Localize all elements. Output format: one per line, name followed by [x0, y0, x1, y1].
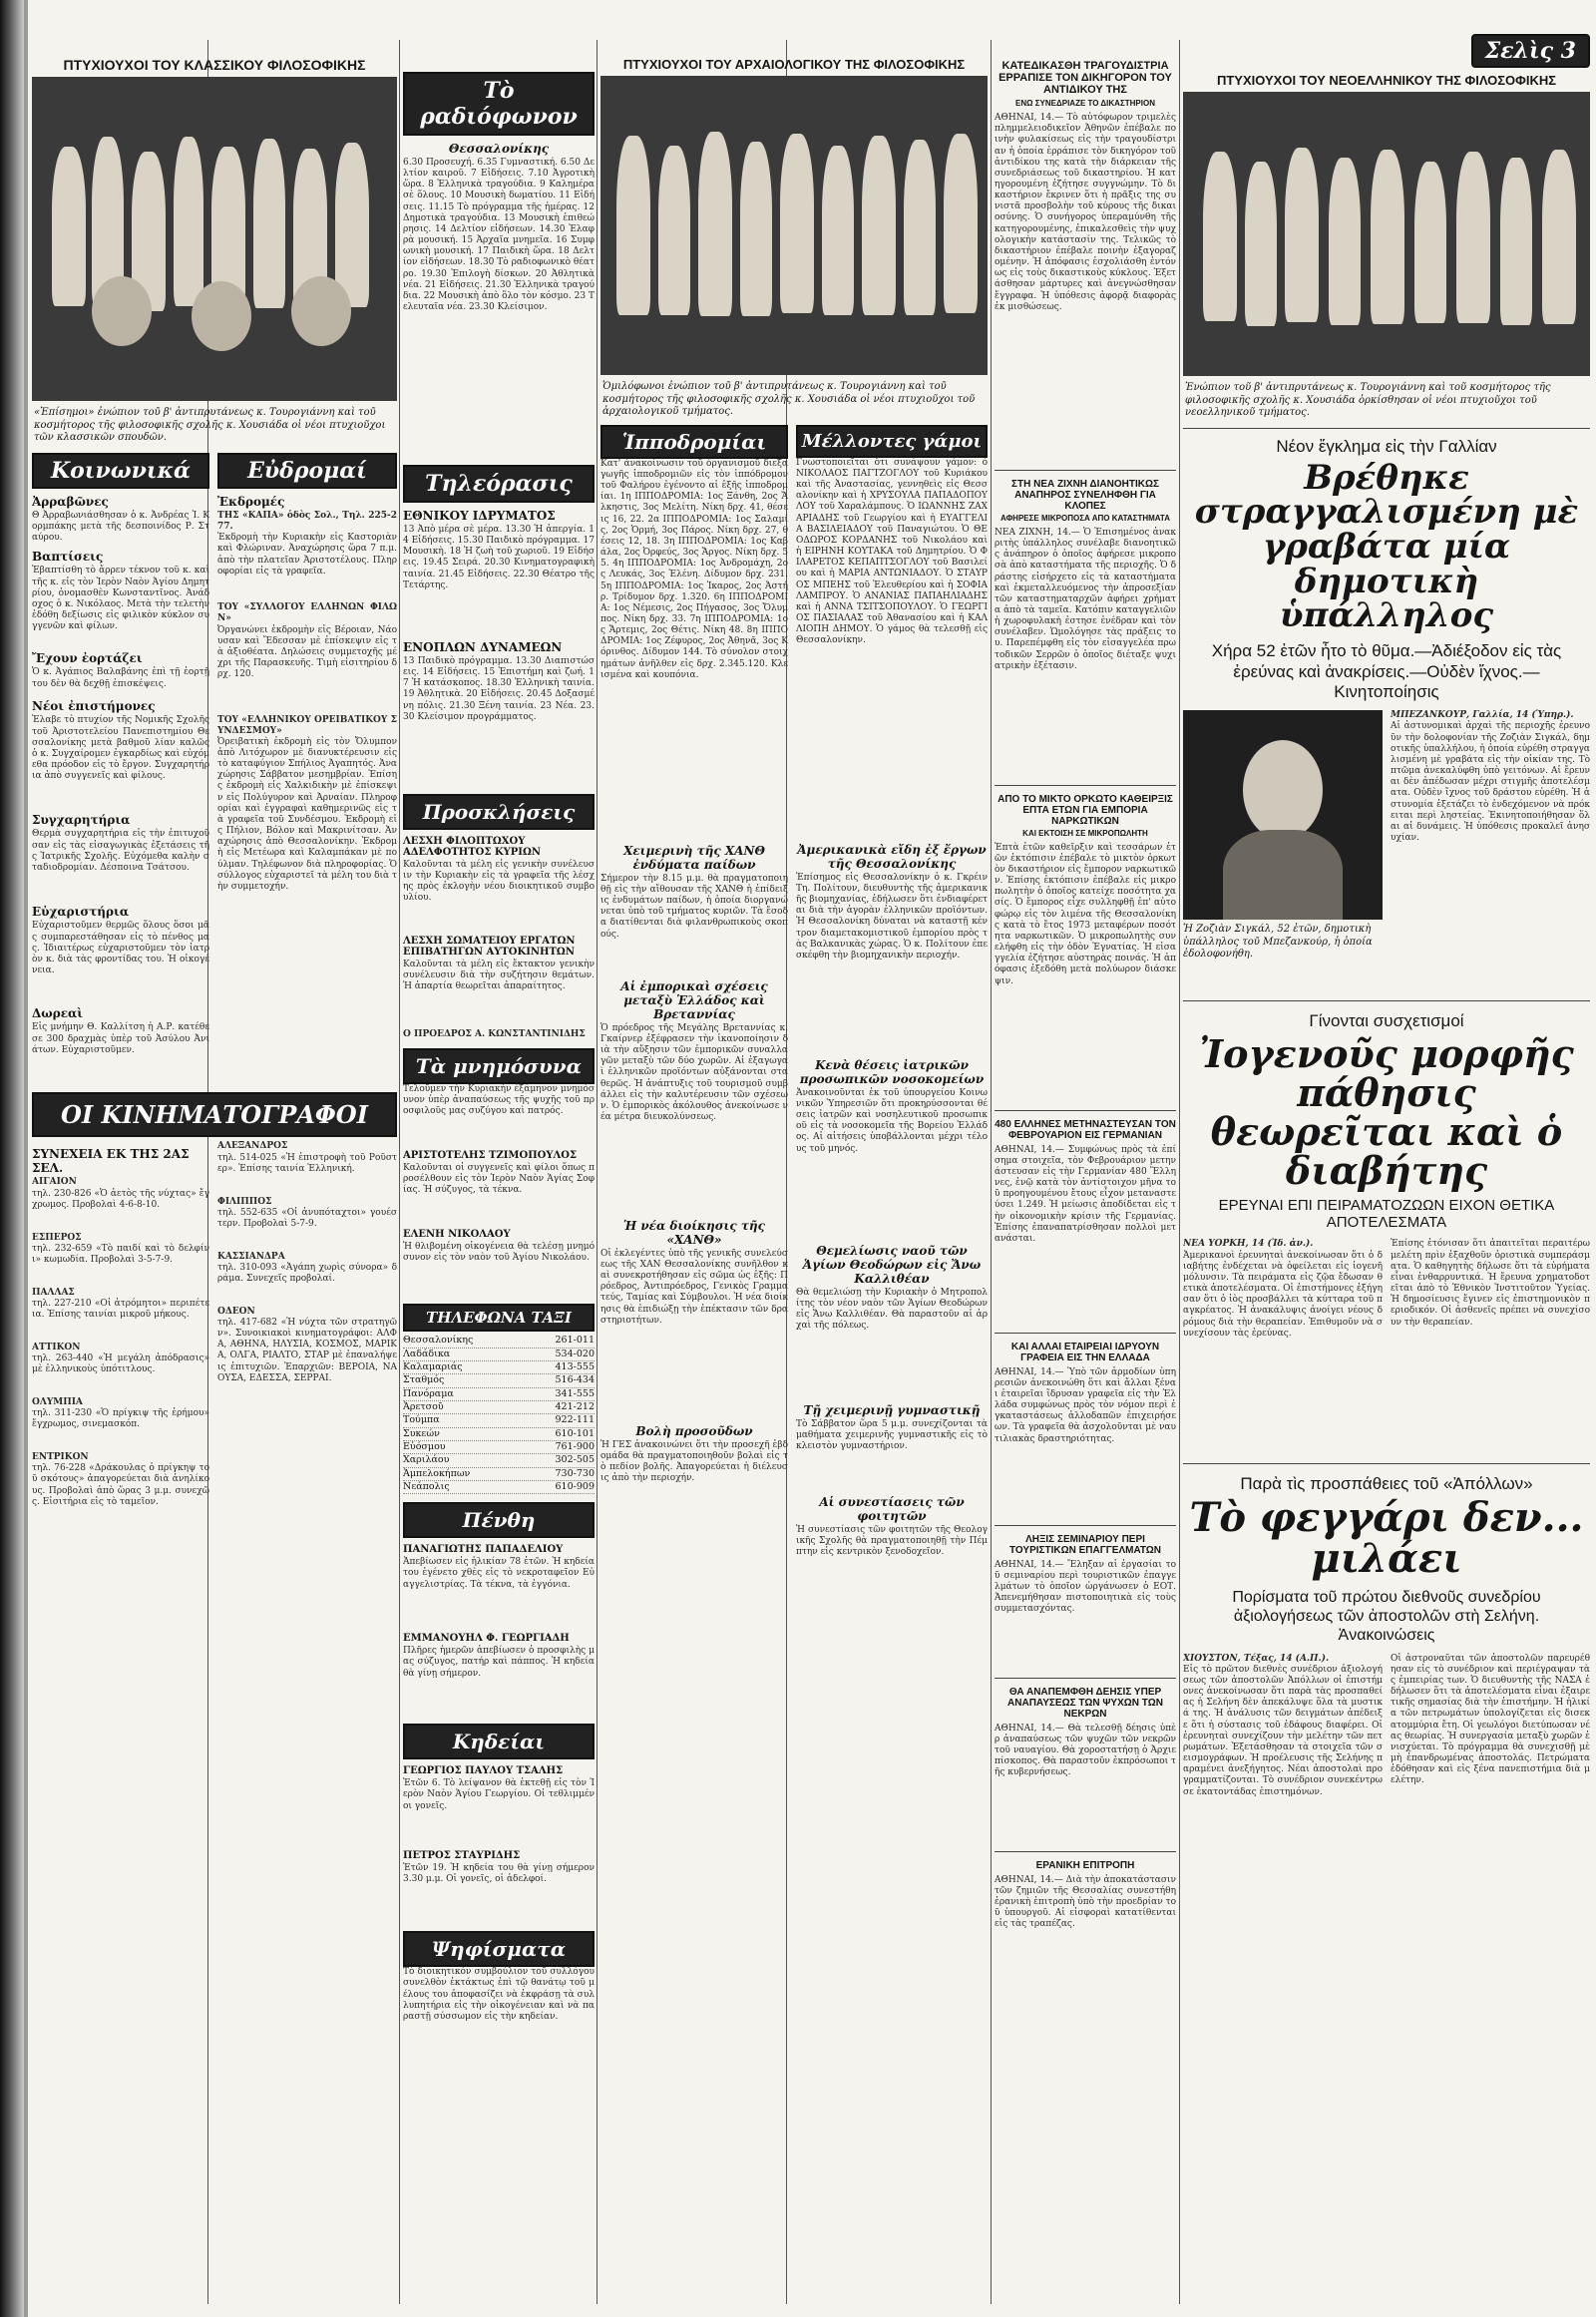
social-item: Νέοι ἐπιστήμονες	[32, 699, 156, 714]
story-body-text: ΑΘΗΝΑΙ, 14.— Διὰ τὴν ἀποκατάστασιν τῶν ζημιῶν τῆς Θεσσαλίας συνεστήθη ἐρανικὴ ἐπιτροπὴ ὑπὸ τὴν προεδρίαν τοῦ ὑπουργοῦ. Αἱ εἰσφοραὶ κατατίθενται εἰς τὰς τραπέζας.	[995, 1874, 1176, 1930]
funeral-item: ΠΕΤΡΟΣ ΣΤΑΥΡΙΔΗΣ	[403, 1850, 521, 1862]
taxi-phone: 610-909	[555, 1480, 595, 1492]
news-heading: Αἱ συνεστίασεις τῶν φοιτητῶν	[819, 1494, 965, 1523]
taxi-area: Εὐόσμου	[403, 1440, 446, 1452]
section-social-banner: Κοινωνικά	[32, 453, 209, 489]
graduates-classics-title: ΠΤΥΧΙΟΥΧΟΙ ΤΟΥ ΚΛΑΣΣΙΚΟΥ ΦΙΛΟΣΟΦΙΚΗΣ	[63, 57, 366, 73]
story-subkicker: ΑΦΗΡΕΣΕ ΜΙΚΡΟΠΟΣΑ ΑΠΟ ΚΑΤΑΣΤΗΜΑΤΑ	[1000, 514, 1170, 524]
cinema-body-text: τηλ. 311-230 «Ὁ πρίγκιψ τῆς ἐρήμου» ἔγχρωμος, σινεμασκόπ.	[32, 1408, 209, 1430]
story3-kicker: Παρὰ τὶς προσπάθειες τοῦ «Ἀπόλλων»	[1240, 1474, 1533, 1494]
cinema-item: ΦΙΛΙΠΠΟΣ	[217, 1196, 272, 1207]
invite-body-text: Καλοῦνται τὰ μέλη εἰς γενικὴν συνέλευσιν τὴν Κυριακὴν εἰς τὰ γραφεῖα τῆς λέσχης πρὸς ἐκλογὴν νέου διοικητικοῦ συμβουλίου.	[403, 860, 595, 904]
story3-body-text: Εἰς τὸ πρῶτον διεθνὲς συνέδριον ἀξιολογήσεως τῶν ἀποστολῶν Ἀπόλλων οἱ ἐπιστήμονες ἀνεκοίνωσαν ὅτι παρὰ τὰς προσπαθείας ἡ Σελήνη δὲν ἀπεκάλυψε ὅλα τὰ μυστικά της. Ἡ ἀνάλυσις τῶν δειγμάτων ἀπέδειξε ὅτι ἡ σύστασις τοῦ ἐδάφους διαφέρει. Οἱ ἐρευνηταὶ συνεχίζουν τὴν μελέτην τῶν πετρωμάτων. Ἐξετάσθησαν τὰ στοιχεῖα τῶν σεισμογράφων. Ἡ προέλευσις τῆς Σελήνης παραμένει ἀνεξήγητος. Νέαι ἀποστολαὶ προγραμματίζονται. Τὸ συνέδριον συνεκέντρωσε ἑκατοντάδας ἐπιστημόνων.	[1183, 1664, 1383, 1797]
taxi-area: Συκεών	[403, 1427, 440, 1439]
taxi-row	[403, 1414, 595, 1427]
memorial-item: ΕΛΕΝΗ ΝΙΚΟΛΑΟΥ	[403, 1229, 511, 1241]
taxi-phone: 302-505	[555, 1454, 595, 1466]
social-item: Θ Ἀρραβωνιάσθησαν ὁ κ. Ἀνδρέας Ἰ. Κορμπάκης μετὰ τῆς δεσποινίδος Ρ. Σταύρου.	[32, 510, 209, 544]
taxi-row	[403, 1401, 595, 1414]
story-body-text: ΑΘΗΝΑΙ, 14.— Θὰ τελεσθῇ δέησις ὑπὲρ ἀναπαύσεως τῶν ψυχῶν τῶν νεκρῶν τοῦ ναυαγίου. Θὰ χοροστατήσῃ ὁ Ἀρχιεπίσκοπος. Θὰ παραστοῦν ἐκπρόσωποι τῆς κυβερνήσεως.	[995, 1723, 1176, 1778]
story1-deck: Χήρα 52 ἐτῶν ἦτο τὸ θῦμα.—Ἀδιέξοδον εἰς τὰς ἐρεύνας καὶ ἀνακρίσεις.—Οὐδὲν ἴχνος.—Κινητοποίησις	[1211, 641, 1562, 701]
votes-body-text: Τὸ διοικητικὸν συμβούλιον τοῦ συλλόγου συνελθὸν ἐκτάκτως ἐπὶ τῷ θανάτῳ τοῦ μέλους του ἀποφασίζει νὰ ἐκφράσῃ τὰ συλλυπητήρια εἰς τὴν οἰκογένειαν καὶ νὰ παραστῇ σύσσωμον εἰς τὴν κηδείαν.	[403, 1967, 595, 2022]
travel-item: ΤΗΣ «ΚΑΠΑ» ὁδὸς Σολ., Τηλ. 225-277.	[217, 510, 397, 533]
story-kicker: ΕΡΑΝΙΚΗ ΕΠΙΤΡΟΠΗ	[1035, 1859, 1135, 1871]
news-body-text: Ἡ ΓΕΣ ἀνακοινώνει ὅτι τὴν προσεχῆ ἑβδομάδα θὰ πραγματοποιηθοῦν βολαὶ εἰς τὸ πεδίον βολῆς. Ἀπαγορεύεται ἡ διέλευσις ἀπὸ τὴν περιοχήν.	[600, 1439, 788, 1484]
graduates-modern-greek-photo	[1183, 92, 1590, 376]
graduates-archaeology-photo	[600, 76, 988, 375]
social-item: Συγχαρητήρια	[32, 813, 131, 828]
taxi-phone: 421-212	[555, 1400, 595, 1412]
taxi-area: Σταθμός	[403, 1374, 445, 1386]
mourning-item: ΕΜΜΑΝΟΥΗΛ Φ. ΓΕΩΡΓΙΑΔΗ	[403, 1633, 570, 1645]
cinema-body-text: τηλ. 310-093 «Ἀγάπη χωρὶς σύνορα» δράμα. Συνεχεῖς προβολαί.	[217, 1262, 397, 1284]
social-body-text: Ὁ κ. Ἀγάπιος Βαλαβάνης ἐπὶ τῇ ἐορτῇ του δὲν θὰ δεχθῇ ἐπισκέψεις.	[32, 667, 209, 689]
taxi-area: Λαδάδικα	[403, 1348, 451, 1359]
cinema-body-text: τηλ. 227-210 «Οἱ ἀτρόμητοι» περιπέτεια. Ἐπίσης ταινίαι μικροῦ μήκους.	[32, 1298, 209, 1320]
radio-program-text: 6.30 Προσευχή. 6.35 Γυμναστική. 6.50 Δελτίον καιροῦ. 7 Εἰδήσεις. 7.10 Ἀγροτικὴ ὥρα. 8 Ἑλληνικὰ τραγούδια. 9 Καλημέρα σὲ ὅλους. 10 Μουσικὴ δωματίου. 11 Εἰδήσεις. 11.15 Τὸ πρόγραμμα τῆς ἡμέρας. 12 Δημοτικὰ τραγούδια. 13 Μουσικὴ ἐπιθεώρησις. 14 Δελτίον εἰδήσεων. 14.30 Ἐλαφρὰ μουσική. 15 Ἀρχαῖα μνημεῖα. 16 Συμφωνικὴ μουσική. 17 Παιδικὴ ὥρα. 18 Δελτίον εἰδήσεων. 18.30 Τὸ ραδιοφωνικὸ θέατρο. 19.30 Ἐπιλογὴ δίσκων. 20 Ἀθλητικὰ νέα. 21 Εἰδήσεις. 21.30 Ἐλληνικὰ τραγούδια. 22 Μουσικὴ ἀπὸ ὅλο τὸν κόσμο. 23 Τελευταῖα νέα. 23.30 Κλείσιμον.	[403, 158, 595, 313]
news-heading: Τῇ χειμερινῇ γυμναστικῇ	[803, 1402, 981, 1417]
story-body-text: ΝΕΑ ΖΙΧΝΗ, 14.— Ὁ Ἐπισημένος ἀνακριτὴς ὑπάλληλος συνέλαβε διανοητικῶς ἀνάπηρον ὁ ὁποῖος ἀφήρεσε μικροποσὰ ἀπὸ καταστήματα τῆς περιοχῆς. Ὁ δράστης εἰσήρχετο εἰς τὰ καταστήματα καὶ ἐκμεταλλευόμενος τὴν ἀπροσεξίαν τῶν καταστηματαρχῶν ἀφήρει χρήματα ἀπὸ τὰ ταμεῖα. Κατόπιν καταγγελιῶν ἡ χωροφυλακὴ ἐστησε ἐνέδραν καὶ τὸν συνέλαβεν. Ὡμολόγησε τὰς πράξεις του. Παρεπέμφθη εἰς τὸν εἰσαγγελέα πρωτοδικῶν Σερρῶν ὁ ὁποῖος διέταξε ψυχιατρικὴν ἐξέτασιν.	[995, 527, 1176, 671]
news-heading: Ἡ νέα διοίκησις τῆς «ΧΑΝΘ»	[623, 1218, 765, 1247]
future-weddings-text: Γνωστοποιεῖται ὅτι συνάψουν γάμον: ὁ ΝΙΚΟΛΑΟΣ ΠΑΓΤΖΟΓΛΟΥ τοῦ Κυριάκου καὶ τῆς Ἀναστασίας, γεννηθεὶς εἰς Θεσσαλονίκην καὶ ἡ ΧΡΥΣΟΥΛΑ ΠΑΠΑΔΟΠΟΥΛΟΥ τοῦ Χαραλάμπους. Ὁ ΙΩΑΝΝΗΣ ΖΑΧΑΡΙΑΔΗΣ τοῦ Γεωργίου καὶ ἡ ΕΥΑΓΓΕΛΙΑ ΒΑΣΙΛΕΙΑΔΟΥ τοῦ Παναγιώτου. Ὁ ΘΕΟΔΩΡΟΣ ΚΟΡΔΑΝΗΣ τοῦ Νικολάου καὶ ἡ ΕΙΡΗΝΗ ΚΟΥΤΑΚΑ τοῦ Δημητρίου. Ὁ ΦΙΛΑΡΕΤΟΣ ΚΕΠΑΠΤΣΟΓΛΟΥ τοῦ Βασιλείου καὶ ἡ ΜΑΡΙΑ ΑΝΤΩΝΙΑΔΟΥ. Ὁ ΣΤΑΥΡΟΣ ΜΠΕΗΣ τοῦ Ἐλευθερίου καὶ ἡ ΣΟΦΙΑ ΛΑΜΠΡΟΥ. Ὁ ΑΝΑΝΙΑΣ ΠΑΠΑΗΛΙΑΔΗΣ καὶ ἡ ΑΝΝΑ ΤΣΙΤΣΟΠΟΥΛΟΥ. Ὁ ΓΕΩΡΓΙΟΣ ΠΑΣΙΑΛΑΣ τοῦ Ἀθανασίου καὶ ἡ ΚΑΛΛΙΟΠΗ ΔΗΜΟΥ. Ὁ γάμος θὰ τελεσθῇ εἰς Θεσσαλονίκην.	[796, 457, 988, 646]
social-body-text: Ἐλαβε τὸ πτυχίον τῆς Νομικῆς Σχολῆς τοῦ Ἀριστοτελείου Πανεπιστημίου Θεσσαλονίκης μετὰ βαθμοῦ λίαν καλῶς ὁ κ. Συγχαίρομεν ἐγκαρδίως καὶ εὐχόμεθα πρόοδον εἰς τὸ ἔργον. Συγχαρητήρια ἀπὸ συγγενεῖς καὶ φίλους.	[32, 715, 209, 782]
taxi-area: Θεσσαλονίκης	[403, 1335, 474, 1347]
graduates-archaeology-caption: Ὁμιλόφωνοι ἐνώπιον τοῦ β' ἀντιπρυτάνεως κ. Τουρογιάννη καὶ τοῦ κοσμήτορος τῆς φιλοσοφικῆς σχολῆς κ. Χουσιάδα οἱ νέοι πτυχιοῦχοι τοῦ ἀρχαιολογικοῦ τμήματος.	[602, 381, 976, 418]
taxi-phone: 610-101	[555, 1427, 595, 1439]
story-subkicker: ΚΑΙ ΕΚΤΟΙΣΗ ΣΕ ΜΙΚΡΟΠΩΛΗΤΗ	[1022, 828, 1148, 838]
taxi-area: Καλαμαριάς	[403, 1360, 463, 1372]
news-body-text: Ἀνακοινοῦνται ἐκ τοῦ ὑπουργείου Κοινωνικῶν Ὑπηρεσιῶν ὅτι προκηρύσσονται θέσεις ἰατρῶν καὶ νοσηλευτικοῦ προσωπικοῦ εἰς τὰ νοσοκομεῖα τῆς Βορείου Ἑλλάδος. Αἱ αἰτήσεις ὑποβάλλονται μέχρι τέλους τοῦ μηνός.	[796, 1087, 988, 1154]
section-horse-racing-banner: Ἱπποδρομίαι	[600, 425, 788, 459]
taxi-phone: 261-011	[555, 1335, 595, 1347]
cinema-item: ΠΑΛΛΑΣ	[32, 1287, 75, 1298]
story3-dateline: ΧΙΟΥΣΤΟΝ, Τέξας, 14 (Α.Π.).	[1183, 1653, 1330, 1664]
story3-headline: Τὸ φεγγάρι δεν... μιλάει	[1189, 1494, 1584, 1583]
story-body-text: ΑΘΗΝΑΙ, 14.— Συμφώνως πρὸς τὰ ἐπίσημα στοιχεῖα, τὸν Φεβρουάριον μετηνάστευσαν εἰς τὴν Γερμανίαν 480 Ἕλληνες, ἐνῷ κατὰ τὸν ἀντίστοιχον μῆνα τοῦ προηγουμένου ἔτους εἶχον μεταναστεύσει 1.249. Ἡ μείωσις ἀποδίδεται εἰς τὴν οἰκονομικὴν κρίσιν τῆς Γερμανίας. Ἐπίσης ἐπαναπατρίσθησαν πολλοὶ μετανάσται.	[995, 1144, 1176, 1244]
news-body-text: Τὸ Σάββατον ὥρα 5 μ.μ. συνεχίζονται τὰ μαθήματα χειμερινῆς γυμναστικῆς εἰς τὸ κλειστὸν γυμναστήριον.	[796, 1418, 988, 1452]
story2-deck: ΕΡΕΥΝΑΙ ΕΠΙ ΠΕΙΡΑΜΑΤΟΖΩΩΝ ΕΙΧΟΝ ΘΕΤΙΚΑ ΑΠΟΤΕΛΕΣΜΑΤΑ	[1218, 1197, 1555, 1231]
mourning-body-text: Πλῆρες ἡμερῶν ἀπεβίωσεν ὁ προσφιλὴς μας σύζυγος, πατήρ καὶ πάππος. Ἡ κηδεία θὰ γίνῃ σήμερον.	[403, 1646, 595, 1679]
taxi-area: Χαριλάου	[403, 1454, 450, 1466]
travel-body-text: Ἐκδρομὴ τὴν Κυριακὴν εἰς Καστοριὰν καὶ Φλώριναν. Ἀναχώρησις ὥρα 7 π.μ. ἀπὸ τὴν πλατεῖαν Ἀριστοτέλους. Πληροφορίαι εἰς τὰ γραφεῖα.	[217, 533, 397, 577]
taxi-phone: 516-434	[555, 1374, 595, 1386]
cinema-item: ΑΤΤΙΚΟΝ	[32, 1342, 81, 1352]
tv-program-text: 13 Παιδικὸ πρόγραμμα. 13.30 Διαπιστώσεις. 14 Εἰδήσεις. 15 Ἐπιστήμη καὶ ζωή. 17 Ἡ κατάσκοπος. 18.30 Ἑλληνικὴ ταινία. 19 Ἀθλητικὰ. 20 Εἰδήσεις. 20.45 Δοξασμένη πόλις. 21.30 Ξένη ταινία. 23 Νέα. 23.30 Κλείσιμον προγράμματος.	[403, 656, 595, 722]
funeral-body-text: Ἐτῶν 6. Τὸ λείψανον θὰ ἐκτεθῇ εἰς τὸν Ἱερὸν Ναὸν Ἁγίου Γεωργίου. Οἱ τεθλιμμένοι γονεῖς.	[403, 1778, 595, 1811]
cinema-item: ΑΙΓΑΙΟΝ	[32, 1177, 77, 1188]
column-rule	[597, 40, 598, 2304]
tv-item: ΕΘΝΙΚΟΥ ΙΔΡΥΜΑΤΟΣ	[403, 509, 556, 523]
section-travel-banner: Εὐδρομαί	[217, 453, 397, 489]
story3-deck: Πορίσματα τοῦ πρώτου διεθνοῦς συνεδρίου ἀξιολογήσεως τῶν ἀποστολῶν στὴ Σελήνη. Ἀνακοινώσεις	[1232, 1589, 1541, 1645]
taxi-row	[403, 1374, 595, 1387]
social-item: Ἔχουν ἐορτάζει	[32, 651, 143, 666]
cinema-item: ΕΝΤΡΙΚΟΝ	[32, 1452, 89, 1463]
graduates-classics-caption: «Ἐπίσημοι» ἐνώπιον τοῦ β' ἀντιπρυτάνεως κ. Τουρογιάννη καὶ τοῦ κοσμήτορος τῆς φιλοσοφικῆς σχολῆς κ. Χουσιάδα οἱ νέοι πτυχιοῦχοι τῶν κλασσικῶν σπουδῶν.	[34, 407, 386, 444]
news-body-text: Θὰ θεμελιώσῃ τὴν Κυριακὴν ὁ Μητροπολίτης τὸν νέον ναὸν τῶν Ἁγίων Θεοδώρων εἰς Ἄνω Καλλιθέαν. Θὰ παραστοῦν αἱ ἀρχαὶ τῆς πόλεως.	[796, 1287, 988, 1332]
cinema-body-text: τηλ. 514-025 «Ἡ ἐπιστροφὴ τοῦ Ροῦστερ». Ἐπίσης ταινία Ἐλληνική.	[217, 1152, 397, 1174]
graduates-archaeology-title: ΠΤΥΧΙΟΥΧΟΙ ΤΟΥ ΑΡΧΑΙΟΛΟΓΙΚΟΥ ΤΗΣ ΦΙΛΟΣΟΦΙΚΗΣ	[622, 57, 966, 72]
memorial-body-text: Τελοῦμεν τὴν Κυριακὴν ἐξάμηνον μνημόσυνον ὑπὲρ ἀναπαύσεως τῆς ψυχῆς τοῦ προσφιλοῦς μας συζύγου καὶ πατρός.	[403, 1084, 595, 1117]
taxi-row	[403, 1454, 595, 1467]
cinema-item: ΕΣΠΕΡΟΣ	[32, 1232, 82, 1243]
travel-body-text: Ὀργανώνει ἐκδρομὴν εἰς Βέροιαν, Νάουσαν καὶ Ἔδεσσαν μὲ ἐπίσκεψιν εἰς τὰ ἀξιοθέατα. Δηλώσεις συμμετοχῆς μέχρι τῆς Παρασκευῆς. Τιμὴ εἰσιτηρίου δρχ. 120.	[217, 624, 397, 680]
travel-item: ΤΟΥ «ΕΛΛΗΝΙΚΟΥ ΟΡΕΙΒΑΤΙΚΟΥ ΣΥΝΔΕΣΜΟΥ»	[217, 714, 397, 736]
story-kicker: ΑΠΟ ΤΟ ΜΙΚΤΟ ΟΡΚΩΤΟ ΚΑΘΕΙΡΞΙΣ ΕΠΤΑ ΕΤΩΝ ΓΙΑ ΕΜΠΟΡΙΑ ΝΑΡΚΩΤΙΚΩΝ	[998, 793, 1173, 827]
social-body-text: Θερμὰ συγχαρητήρια εἰς τὴν ἐπιτυχοῦσαν εἰς τὰς εἰσαγωγικὰς ἐξετάσεις τῆς Ἰατρικῆς Σχολῆς. Εὐχόμεθα καλὴν σταδιοδρομίαν. Δέσποινα Τσάτσου.	[32, 829, 209, 873]
invite-item: ΛΕΣΧΗ ΣΩΜΑΤΕΙΟΥ ΕΡΓΑΤΩΝ ΕΠΙΒΑΤΗΓΩΝ ΑΥΤΟΚΙΝΗΤΩΝ	[403, 936, 576, 958]
taxi-row	[403, 1468, 595, 1481]
section-invites-banner: Προσκλήσεις	[403, 794, 595, 830]
cinema-item: ΟΔΕΟΝ	[217, 1306, 255, 1317]
news-body-text: Οἱ ἐκλεγέντες ὑπὸ τῆς γενικῆς συνελεύσεως τῆς ΧΑΝ Θεσσαλονίκης συνῆλθον καὶ συνεκροτήθησαν εἰς σῶμα ὡς ἑξῆς: Πρόεδρος, Ἀντιπρόεδρος, Γενικὸς Γραμματεύς, Ταμίας καὶ Σύμβουλοι. Ἡ νέα διοίκησις θὰ ἐπιδιώξῃ τὴν ἐπέκτασιν τῶν δραστηριοτήτων.	[600, 1248, 788, 1326]
social-body-text: Ἐβαπτίσθη τὸ ἄρρεν τέκνον τοῦ κ. καὶ τῆς κ. εἰς τὸν Ἱερὸν Ναὸν Ἁγίου Δημητρίου, ὀνομασθὲν Κωνσταντῖνος. Ἀνάδοχος ὁ κ. Νικόλαος. Μετὰ τὴν τελετὴν ἐδόθη δεξίωσις εἰς φιλικὸν κύκλον συγγενῶν καὶ φίλων.	[32, 566, 209, 632]
taxi-row	[403, 1349, 595, 1361]
news-heading: Χειμερινὴ τῆς ΧΑΝΘ ἐνδύματα παίδων	[623, 843, 765, 872]
story-body-text: ΑΘΗΝΑΙ, 14.— Τὸ αὐτόφωρον τριμελὲς πλημμελειοδικεῖον Ἀθηνῶν ἐπέβαλε ποινὴν φυλακίσεως εἰς τὴν τραγουδίστριαν ἡ ὁποία ἐρράπισε τὸν δικηγόρον τοῦ ἀντιδίκου της κατὰ τὴν διάρκειαν τῆς συνεδριάσεως τοῦ δικαστηρίου. Ἡ κατηγορουμένη ἐζήτησε συγγνώμην. Τὸ δικαστήριον ἔκρινεν ὅτι ἡ πρᾶξις της συνιστᾶ προσβολὴν τοῦ κύρους τῆς δικαιοσύνης. Ὁ συνήγορος ὑπεραμύνθη τῆς κατηγορουμένης, ἐπικαλεσθεὶς τὴν ψυχολογικὴν κατάστασίν της. Τελικῶς τὸ δικαστήριον ἐπέβαλε ποινὴν ἐξαγοραζομένην. Ἡ ἀπόφασις ἐσχολιάσθη ἐντόνως εἰς τοὺς δικαστικοὺς κύκλους. Ἐξετάσθησαν μάρτυρες καὶ ἀνεγνώσθησαν ἔγγραφα. Ἡ ὑπόθεσις ἀφορᾷ διαφορὰς ἐκ μισθώσεως.	[995, 113, 1176, 312]
news-body-text: Ἐπίσημος εἰς Θεσσαλονίκην ὁ κ. Γκρέιν Τη. Πολίτουν, διευθυντὴς τῆς ἀμερικανικῆς βιομηχανίας, ἐδήλωσεν ὅτι ἐνδιαφέρεται διὰ τὴν ἀγορὰν ἑλληνικῶν προϊόντων. Ἡ Θεσσαλονίκη δύναται νὰ καταστῇ κέντρον διαμετακομιστικοῦ ἐμπορίου πρὸς τὰς Βαλκανικὰς χώρας. Ὁ κ. Πολίτουν ἐπεσκέφθη τὴν βιομηχανικὴν περιοχήν.	[796, 872, 988, 961]
cinema-item: ΚΑΣΣΙΑΝΔΡΑ	[217, 1251, 285, 1262]
taxi-row	[403, 1335, 595, 1348]
graduates-classics-photo	[32, 77, 397, 401]
column-3	[600, 0, 988, 2317]
column-5	[1183, 0, 1590, 2317]
taxi-area: Ἀρετσοῦ	[403, 1400, 444, 1412]
taxi-row	[403, 1441, 595, 1454]
news-heading: Θεμελίωσις ναοῦ τῶν Ἁγίων Θεοδώρων εἰς Ἄνω Καλλιθέαν	[802, 1243, 982, 1286]
funeral-item: ΓΕΩΡΓΙΟΣ ΠΑΥΛΟΥ ΤΣΑΛΗΣ	[403, 1765, 564, 1777]
story-kicker: ΘΑ ΑΝΑΠΕΜΦΘΗ ΔΕΗΣΙΣ ΥΠΕΡ ΑΝΑΠΑΥΣΕΩΣ ΤΩΝ ΨΥΧΩΝ ΤΩΝ ΝΕΚΡΩΝ	[1007, 1686, 1163, 1720]
social-item: Ἀρραβῶνες	[32, 494, 109, 509]
cinema-body-text: τηλ. 417-682 «Ἡ νύχτα τῶν στρατηγῶν». Συνοικιακοὶ κινηματογράφοι: ΑΛΦΑ, ΑΘΗΝΑ, ΗΛΥΣΙΑ, ΚΟΣΜΟΣ, ΜΑΡΙΚΑ, ΟΛΓΑ, ΡΙΑΛΤΟ, ΣΤΑΡ μὲ ἐπαναλήψεις ἐπιτυχιῶν. Ἐπαρχιῶν: ΒΕΡΟΙΑ, ΝΑΟΥΣΑ, ΕΔΕΣΣΑ, ΣΕΡΡΑΙ.	[217, 1317, 397, 1383]
memorial-item: ΑΡΙΣΤΟΤΕΛΗΣ ΤΖΙΜΟΠΟΥΛΟΣ	[403, 1150, 578, 1162]
cinema-body-text: τηλ. 232-659 «Τὸ παιδί καὶ τὸ δελφίνι» κωμωδία. Προβολαὶ 3-5-7-9.	[32, 1243, 209, 1265]
binding-edge	[0, 0, 24, 2317]
story-body-text: Ἑπτὰ ἐτῶν καθεῖρξιν καὶ τεσσάρων ἐτῶν ἐκτόπισιν ἐπέβαλε τὸ μικτὸν ὁρκωτὸν δικαστήριον εἰς ἔμπορον ναρκωτικῶν. Ἐπίσης ἐκτόπισιν ἐπέβαλε εἰς μικροπωλητὴν ὁ ὁποῖος κατείχε ποσότητα χασίς. Ὁ ἔμπορος εἶχε συλληφθῇ ἐπ' αὐτοφώρῳ εἰς τὸν λιμένα τῆς Θεσσαλονίκης κατὰ τὸ ἔτος 1973 μεταφέρων ποσότητα ναρκωτικῶν. Ὁ μικροπωλητὴς συνελήφθη εἰς τὴν ὁδὸν Ἐγνατίας. Ἡ εἰσαγγελία ἐζήτησε αὐστηρὰς ποινάς. Ἡ ἀπόφασις ἐξεδόθη μετὰ πολύωρον διάσκεψιν.	[995, 842, 1176, 986]
memorial-body-text: Καλοῦνται οἱ συγγενεῖς καὶ φίλοι ὅπως προσέλθουν εἰς τὸν Ἱερὸν Ναὸν Ἁγίας Σοφίας. Ἡ σύζυγος, τὰ τέκνα.	[403, 1163, 595, 1196]
cinema-body-text: τηλ. 552-635 «Οἱ ἀνυπόταχτοι» γουέστερν. Προβολαὶ 5-7-9.	[217, 1207, 397, 1229]
invite-body-text: Καλοῦνται τὰ μέλη εἰς ἔκτακτον γενικὴν συνέλευσιν διὰ τὴν συζήτησιν θεμάτων. Ἡ ἀπαρτία θεωρεῖται ἀπαραίτητος.	[403, 960, 595, 992]
funeral-body-text: Ἐτῶν 19. Ἡ κηδεία του θὰ γίνῃ σήμερον 3.30 μ.μ. Οἱ γονεῖς, οἱ ἀδελφοί.	[403, 1863, 595, 1885]
taxi-row	[403, 1481, 595, 1494]
invite-item: Ο ΠΡΟΕΔΡΟΣ Α. ΚΩΝΣΤΑΝΤΙΝΙΔΗΣ	[403, 1029, 586, 1039]
binding-stripe	[24, 0, 28, 2317]
horse-racing-text: Κατ' ἀνακοίνωσιν τοῦ ὀργανισμοῦ διεξαγωγῆς ἱπποδρομιῶν εἰς τὸν ἱππόδρομον τοῦ Φαλήρου ἐγένοντο αἱ ἑξῆς ἱπποδρομίαι. 1η ΙΠΠΟΔΡΟΜΙΑ: 1ος Ξάνθη, 2ος Ἄλκηστις, 3ος Μελίτη. Νίκη δρχ. 41, θέσεις 16, 22. 2α ΙΠΠΟΔΡΟΜΙΑ: 1ος Σαλαμίς, 2ος Ὁρμή, 3ος Πάρος. Νίκη δρχ. 27, θέσεις 12, 18. 3η ΙΠΠΟΔΡΟΜΙΑ: 1ος Καβάλα, 2ος Ὀρφεύς, 3ος Ἄργος. Νίκη δρχ. 55. 4η ΙΠΠΟΔΡΟΜΙΑ: 1ος Ἀνδρομάχη, 2ος Λευκάς, 3ος Ἑλένη. Δίδυμον δρχ. 231. 5η ΙΠΠΟΔΡΟΜΙΑ: 1ος Ἰκαρος, 2ος Ἀστήρ. Τρίδυμον δρχ. 1.320. 6η ΙΠΠΟΔΡΟΜΙΑ: 1ος Νέμεσις, 2ος Πήγασος, 3ος Ὄλυμπος. Νίκη δρχ. 33. 7η ΙΠΠΟΔΡΟΜΙΑ: 1ος Ἄρτεμις, 2ος Θέτις. Νίκη 48. 8η ΙΠΠΟΔΡΟΜΙΑ: 1ος Ζέφυρος, 2ος Ἀθηνᾶ, 3ος Κόρινθος. Δίδυμον 144. Τὸ σύνολον στοιχημάτων ἀνῆλθεν εἰς δρχ. 2.345.120. Κλεισμένα καὶ κουπόνια.	[600, 458, 788, 680]
taxi-phone: 534-020	[555, 1348, 595, 1359]
story1-dateline: ΜΠΕΖΑΝΚΟΥΡ, Γαλλία, 14 (Ὑπηρ.).	[1391, 710, 1574, 721]
tv-item: ΕΝΟΠΛΩΝ ΔΥΝΑΜΕΩΝ	[403, 640, 563, 654]
story-kicker: ΚΑΙ ΑΛΛΑΙ ΕΤΑΙΡΕΙΑΙ ΙΔΡΥΟΥΝ ΓΡΑΦΕΙΑ ΕΙΣ ΤΗΝ ΕΛΛΑΔΑ	[1010, 1341, 1160, 1363]
column-rule	[399, 40, 400, 2304]
column-rule	[1179, 40, 1180, 2304]
invite-item: ΛΕΣΧΗ ΦΙΛΟΠΤΩΧΟΥ ΑΔΕΛΦΟΤΗΤΟΣ ΚΥΡΙΩΝ	[403, 836, 541, 858]
story-kicker: 480 ΕΛΛΗΝΕΣ ΜΕΤΗΝΑΣΤΕΥΣΑΝ ΤΟΝ ΦΕΒΡΟΥΑΡΙΟΝ ΕΙΣ ΓΕΡΜΑΝΙΑΝ	[995, 1118, 1176, 1141]
taxi-phone: 413-555	[555, 1360, 595, 1372]
section-cinema-banner: ΟΙ ΚΙΝΗΜΑΤΟΓΡΑΦΟΙ	[32, 1092, 397, 1137]
taxi-phone-list	[403, 1335, 595, 1494]
taxi-row	[403, 1428, 595, 1441]
taxi-area: Τούμπα	[403, 1414, 440, 1426]
travel-item: Ἐκδρομές	[217, 494, 285, 509]
news-body-text: Ἡ συνεστίασις τῶν φοιτητῶν τῆς Θεολογικῆς Σχολῆς θὰ πραγματοποιηθῇ τὴν Πέμπτην εἰς κεντρικὸν ξενοδοχεῖον.	[796, 1524, 988, 1558]
story1-body-text: Αἱ ἀστυνομικαὶ ἀρχαὶ τῆς περιοχῆς ἐρευνοῦν τὴν δολοφονίαν τῆς Ζοζιὰν Σιγκάλ, δημοτικῆς ὑπαλλήλου, ἡ ὁποία εὑρέθη στραγγαλισμένη μὲ γραβάτα εἰς τὴν οἰκίαν της. Τὸ πτῶμα ἀνεκαλύφθη ὑπὸ γειτόνων. Αἱ ἔρευναι δὲν ἀπέδωσαν μέχρι στιγμῆς ἀποτελέσματα. Οὐδὲν ἴχνος τοῦ δράστου εὑρέθη. Ἡ ἀστυνομία ἐξετάζει τὸ ἐνδεχόμενον νὰ πρόκειται περὶ ληστείας. Ἐκινητοποιήθησαν ὅλαι αἱ δυνάμεις. Ἡ ὑπόθεσις προκαλεῖ ἀνησυχίαν.	[1391, 721, 1590, 844]
news-body-text: Ὁ πρόεδρος τῆς Μεγάλης Βρεταννίας κ. Γκαίρνερ ἐξέφρασεν τὴν ἱκανοποίησιν διὰ τὴν αὔξησιν τῶν ἐμπορικῶν συναλλαγῶν μεταξὺ τῶν δύο χωρῶν. Αἱ ἐξαγωγαὶ ἑλληνικῶν προϊόντων αὐξάνονται σταθερῶς. Ἡ ἀνάπτυξις τοῦ τουρισμοῦ συμβάλλει εἰς τὴν καλυτέρευσιν τῶν σχέσεων. Ὁ ἐμπορικὸς ἀκόλουθος ἀνεκοίνωσε νέα μέτρα διευκολύνσεως.	[600, 1022, 788, 1123]
column-1	[32, 0, 397, 2317]
social-item: Εὐχαριστήρια	[32, 905, 130, 920]
taxi-phone: 730-730	[555, 1467, 595, 1479]
taxi-row	[403, 1388, 595, 1401]
news-body-text: Σήμερον τὴν 8.15 μ.μ. θὰ πραγματοποιηθῇ εἰς τὴν αἴθουσαν τῆς ΧΑΝΘ ἡ ἐπίδειξις ἐνδυμάτων παίδων, ἡ ὁποία διοργανώνεται ὑπὸ τοῦ τμήματος κυριῶν. Τὰ ἔσοδα διατίθενται διὰ φιλανθρωπικοὺς σκοπούς.	[600, 873, 788, 940]
story-kicker: ΛΗΞΙΣ ΣΕΜΙΝΑΡΙΟΥ ΠΕΡΙ ΤΟΥΡΙΣΤΙΚΩΝ ΕΠΑΓΓΕΛΜΑΤΩΝ	[1008, 1533, 1162, 1556]
news-heading: Ἀμερικανικὰ εἴδη ἐξ ἔργων τῆς Θεσσαλονίκης	[797, 842, 987, 871]
cinema-item: ΟΛΥΜΠΙΑ	[32, 1396, 83, 1407]
taxi-row	[403, 1361, 595, 1374]
social-body-text: Εὐχαριστοῦμεν θερμῶς ὅλους ὅσοι μᾶς συμπαρεστάθησαν εἰς τὸ πένθος μας. Ἰδιαιτέρως εὐχαριστοῦμεν τὸν ἰατρὸν κ. διὰ τὰς φροντίδας του. Ἡ οἰκογένεια.	[32, 921, 209, 975]
social-body-text: Εἰς μνήμην Θ. Καλλίτση ἡ Α.Ρ. κατέθεσε 300 δραχμὰς ὑπὲρ τοῦ Ἀσύλου Ἀνιάτων. Εὐχαριστοῦμεν.	[32, 1022, 209, 1055]
section-future-weddings-banner: Μέλλοντες γάμοι	[796, 425, 988, 458]
story-body-text: ΑΘΗΝΑΙ, 14.— Ὑπὸ τῶν ἀρμοδίων ὑπηρεσιῶν ἀνεκοινώθη ὅτι καὶ ἄλλαι ξέναι ἑταιρεῖαι ἵδρυσαν γραφεῖα εἰς τὴν Ἑλλάδα συμφώνως πρὸς τὸν νόμον περὶ ἐγκαταστάσεως ἀλλοδαπῶν ἐπιχειρήσεων. Τὰ γραφεῖα θὰ ἀσχολοῦνται μὲ ναυτιλιακὰς δραστηριότητας.	[995, 1366, 1176, 1444]
taxi-area: Πανόραμα	[403, 1387, 454, 1399]
section-funerals-banner: Κηδείαι	[403, 1724, 595, 1759]
graduates-modern-greek-caption: Ἐνώπιον τοῦ β' ἀντιπρυτάνεως κ. Τουρογιάννη καὶ τοῦ κοσμήτορος τῆς φιλοσοφικῆς σχολῆς κ. Χουσιάδα ὁρκίσθησαν οἱ νέοι πτυχιοῦχοι τοῦ νεοελληνικοῦ τμήματος.	[1185, 382, 1551, 419]
story-kicker: ΚΑΤΕΔΙΚΑΣΘΗ ΤΡΑΓΟΥΔΙΣΤΡΙΑ ΕΡΡΑΠΙΣΕ ΤΟΝ ΔΙΚΗΓΟΡΟΝ ΤΟΥ ΑΝΤΙΔΙΚΟΥ ΤΗΣ	[998, 60, 1172, 97]
mourning-item: ΠΑΝΑΓΙΩΤΗΣ ΠΑΠΑΔΕΛΙΟΥ	[403, 1544, 564, 1556]
travel-item: ΤΟΥ «ΣΥΛΛΟΓΟΥ ΕΛΛΗΝΩΝ ΦΙΛΩΝ»	[217, 602, 397, 624]
cinema-item: ΑΛΕΞΑΝΔΡΟΣ	[217, 1141, 288, 1152]
graduates-modern-greek-title: ΠΤΥΧΙΟΥΧΟΙ ΤΟΥ ΝΕΟΕΛΛΗΝΙΚΟΥ ΤΗΣ ΦΙΛΟΣΟΦΙΚΗΣ	[1216, 73, 1557, 88]
cinema-body-text: τηλ. 230-826 «Ὁ ἀετὸς τῆς νύχτας» ἔγχρωμος. Προβολαὶ 4-6-8-10.	[32, 1188, 209, 1210]
section-radio-banner: Τὸ ραδιόφωνον	[403, 72, 595, 136]
story-body-text: ΑΘΗΝΑΙ, 14.— Ἔληξαν αἱ ἐργασίαι τοῦ σεμιναρίου περὶ τουριστικῶν ἐπαγγελμάτων τὸ ὁποῖον ὠργάνωσεν ὁ ΕΟΤ. Ἀπενεμήθησαν πιστοποιητικὰ εἰς τοὺς συμμετασχόντας.	[995, 1559, 1176, 1615]
page-number-badge: Σελὶς 3	[1471, 34, 1590, 68]
memorial-body-text: Ἡ θλιβομένη οἰκογένεια θὰ τελέσῃ μνημόσυνον εἰς τὸν ναὸν τοῦ Ἁγίου Νικολάου.	[403, 1242, 595, 1264]
column-2	[403, 0, 595, 2317]
radio-subtitle: Θεσσαλονίκης	[448, 142, 550, 156]
cinema-item: ΣΥΝΕΧΕΙΑ ΕΚ ΤΗΣ 2ΑΣ ΣΕΛ.	[32, 1147, 190, 1176]
taxi-area: Ἀμπελοκήπων	[403, 1467, 471, 1479]
story3-body-text: Οἱ ἀστροναῦται τῶν ἀποστολῶν παρευρέθησαν εἰς τὸ συνέδριον καὶ περιέγραψαν τὰς ἐμπειρίας των. Ὁ διευθυντὴς τῆς ΝΑΣΑ ἐδήλωσεν ὅτι τὰ ἀποτελέσματα εἶναι ἐξαιρετικῆς σημασίας διὰ τὴν ἐπιστήμην. Ἡ ἡλικία τῶν πετρωμάτων ὑπολογίζεται εἰς δισεκατομμύρια ἔτη. Οἱ γεωλόγοι διετύπωσαν νέας θεωρίας. Ἡ συνεργασία μεταξὺ χωρῶν ἐνισχύεται. Τὸ πρόγραμμα θὰ συνεχισθῇ μὲ μὴ ἐπανδρωμένας ἀποστολάς. Πετρώματα ἐδόθησαν καὶ εἰς ξένα πανεπιστήμια διὰ μελέτην.	[1391, 1653, 1590, 1786]
story2-body-text: Ἐπίσης ἐτόνισαν ὅτι ἀπαιτεῖται περαιτέρω μελέτη πρὶν ἐξαχθοῦν ὁριστικὰ συμπεράσματα. Ὁ καθηγητὴς δήλωσε ὅτι τὰ εὑρήματα εἶναι ἐνθαρρυντικά. Ἡ ἔρευνα χρηματοδοτεῖται ἀπὸ τὸ Ἐθνικὸν Ἰνστιτοῦτον Ὑγείας. Ἡ δημοσίευσις ἔγινεν εἰς ἐπιστημονικὸν περιοδικόν. Οἱ ἀσθενεῖς πρέπει νὰ συνεχίσουν τὴν θεραπείαν.	[1391, 1239, 1590, 1328]
story2-body-text: Ἀμερικανοὶ ἐρευνηταὶ ἀνεκοίνωσαν ὅτι ὁ διαβήτης ἐνδέχεται νὰ ὀφείλεται εἰς ἰογενῆ μόλυνσιν. Τὰ πειράματα εἰς ζῷα ἔδωσαν θετικὰ ἀποτελέσματα. Οἱ ἐπιστήμονες ἐξήγησαν ὅτι ὁ ἰὸς προσβάλλει τὰ κύτταρα τοῦ παγκρέατος. Ἡ ἀνακάλυψις ἀνοίγει νέους δρόμους διὰ τὴν θεραπείαν. Ἐπιθυμοῦν νὰ συνεχίσουν τὰς ἐρεύνας.	[1183, 1250, 1383, 1339]
story1-headline: Βρέθηκε στραγγαλισμένη μὲ γραβάτα μία δημοτικὴ ὑπάλληλος	[1194, 457, 1579, 636]
tv-program-text: 13 Ἀπὸ μέρα σὲ μέρα. 13.30 Ἡ ἀπεργία. 14 Εἰδήσεις. 15.30 Παιδικὸ πρόγραμμα. 17 Μουσικὴ. 18 Ἡ ζωὴ τοῦ χωριοῦ. 19 Εἰδήσεις. 19.45 Σειρά. 20.30 Κινηματογραφικὴ ταινία. 21.45 Εἰδήσεις. 22.30 Θέατρο τῆς Τετάρτης.	[403, 525, 595, 590]
news-heading: Κενὰ θέσεις ἰατρικῶν προσωπικῶν νοσοκομείων	[799, 1057, 985, 1086]
social-item: Βαπτίσεις	[32, 550, 104, 565]
section-mourning-banner: Πένθη	[403, 1502, 595, 1538]
story-kicker: ΣΤΗ ΝΕΑ ΖΙΧΝΗ ΔΙΑΝΟΗΤΙΚΩΣ ΑΝΑΠΗΡΟΣ ΣΥΝΕΛΗΦΘΗ ΓΙΑ ΚΛΟΠΕΣ	[1011, 479, 1159, 513]
victim-photo-caption: Ἡ Ζοζιὰν Σιγκάλ, 52 ἐτῶν, δημοτικὴ ὑπάλληλος τοῦ Μπεζανκούρ, ἡ ὁποία ἐδολοφονήθη.	[1183, 924, 1373, 961]
story1-kicker: Νέον ἔγκλημα εἰς τὴν Γαλλίαν	[1276, 436, 1497, 456]
section-taxi-banner: ΤΗΛΕΦΩΝΑ ΤΑΞΙ	[403, 1304, 595, 1332]
section-tv-banner: Τηλεόρασις	[403, 465, 595, 503]
column-4	[995, 0, 1176, 2317]
news-heading: Βολὴ προσοῦδων	[635, 1423, 753, 1438]
mourning-body-text: Ἀπεβίωσεν εἰς ἡλικίαν 78 ἐτῶν. Ἡ κηδεία του ἐγένετο χθὲς εἰς τὸ νεκροταφεῖον Εὐαγγελιστρίας. Τὰ τέκνα, τὰ ἐγγόνια.	[403, 1557, 595, 1590]
taxi-phone: 341-555	[555, 1387, 595, 1399]
victim-photo	[1183, 710, 1383, 920]
story-subkicker: ΕΝΩ ΣΥΝΕΔΡΙΑΖΕ ΤΟ ΔΙΚΑΣΤΗΡΙΟΝ	[1015, 99, 1155, 109]
taxi-area: Νεάπολις	[403, 1480, 450, 1492]
cinema-body-text: τηλ. 263-440 «Ἡ μεγάλη ἀπόδρασις» μὲ ἐλληνικοὺς ὑπότιτλους.	[32, 1352, 209, 1375]
cinema-body-text: τηλ. 76-228 «Δράκουλας ὁ πρίγκηψ τοῦ σκότους» ἀπαγορεύεται διὰ ἀνηλίκους. Προβολαὶ ἀπὸ ὥρας 3 μ.μ. συνεχῶς. Εἰσιτήρια εἰς τὸ ταμεῖον.	[32, 1463, 209, 1507]
section-memorial-banner: Τὰ μνημόσυνα	[403, 1048, 595, 1084]
taxi-phone: 761-900	[555, 1440, 595, 1452]
news-heading: Αἱ ἐμπορικαὶ σχέσεις μεταξὺ Ἑλλάδος καὶ Βρεταννίας	[620, 978, 768, 1021]
travel-body-text: Ὀρειβατικὴ ἐκδρομὴ εἰς τὸν Ὄλυμπον ἀπὸ Λιτόχωρον μὲ διανυκτέρευσιν εἰς τὸ καταφύγιον Σπήλιος Ἀγαπητός. Ἀναχώρησις Σάββατον μεσημβρίαν. Ἐπίσης ἐκδρομὴ εἰς Χαλκιδικὴν μὲ ἐπίσκεψιν εἰς Πολύγυρον καὶ Ἀρναίαν. Πληροφορίαι καὶ ἐγγραφαὶ καθημερινῶς εἰς τὰ γραφεῖα τοῦ Συνδέσμου. Ἐκδρομὴ εἰς Πήλιον, Βόλον καὶ Μακρινίτσαν. Ἀναχώρησις ἀπὸ Θεσσαλονίκην. Ἐκδρομὴ εἰς Μετέωρα καὶ Καλαμπάκαν μὲ πούλμαν. Τηλέφωνον διὰ πληροφορίας. Ὁ σύλλογος εὐχαριστεῖ τὰ μέλη του διὰ τὴν συμμετοχήν.	[217, 736, 397, 892]
taxi-phone: 922-111	[555, 1414, 595, 1426]
story2-dateline: ΝΕΑ ΥΟΡΚΗ, 14 (Ἰδ. ἀν.).	[1183, 1239, 1314, 1250]
column-rule	[991, 40, 992, 2304]
section-votes-banner: Ψηφίσματα	[403, 1931, 595, 1967]
story2-kicker: Γίνονται συσχετισμοί	[1309, 1011, 1464, 1031]
social-item: Δωρεαὶ	[32, 1006, 84, 1021]
story2-headline: Ἰογενοῦς μορφῆς πάθησις θεωρεῖται καὶ ὁ διαβήτης	[1199, 1031, 1574, 1193]
